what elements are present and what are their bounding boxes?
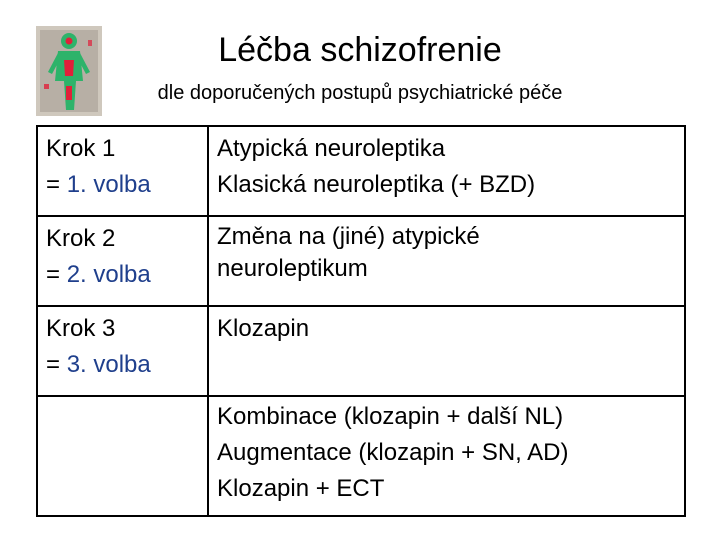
treatment-line: Změna na (jiné) atypické bbox=[217, 223, 480, 250]
choice-value: 3. volba bbox=[66, 351, 151, 378]
choice-label bbox=[46, 167, 201, 203]
treatment-steps-table bbox=[36, 125, 686, 517]
treatment-line: Augmentace (klozapin + SN, AD) bbox=[217, 439, 569, 466]
choice-prefix: = bbox=[46, 351, 67, 378]
step-cell bbox=[37, 306, 208, 396]
treatment-line: Klasická neuroleptika (+ BZD) bbox=[217, 171, 536, 198]
treatment-line: Atypická neuroleptika bbox=[217, 135, 446, 162]
choice-label bbox=[46, 347, 201, 383]
treatment-cell bbox=[208, 306, 685, 396]
choice-prefix: = bbox=[46, 261, 67, 288]
treatment-cell bbox=[208, 126, 685, 216]
step-label: Krok 2 bbox=[46, 225, 116, 252]
choice-value: 2. volba bbox=[66, 261, 151, 288]
treatment-cell bbox=[208, 216, 685, 306]
table-row bbox=[37, 126, 685, 216]
page-subtitle: dle doporučených postupů psychiatrické péče bbox=[157, 82, 563, 104]
table-row bbox=[37, 306, 685, 396]
treatment-line: neuroleptikum bbox=[217, 255, 368, 282]
treatment-line: Klozapin + ECT bbox=[217, 475, 385, 502]
table-row bbox=[37, 396, 685, 516]
treatment-line: Kombinace (klozapin + další NL) bbox=[217, 403, 564, 430]
step-cell bbox=[37, 126, 208, 216]
table-row bbox=[37, 216, 685, 306]
page-title: Léčba schizofrenie bbox=[218, 31, 502, 69]
choice-label bbox=[46, 257, 201, 293]
step-cell bbox=[37, 216, 208, 306]
step-label: Krok 1 bbox=[46, 135, 116, 162]
choice-prefix: = bbox=[46, 171, 67, 198]
choice-value: 1. volba bbox=[66, 171, 151, 198]
treatment-cell bbox=[208, 396, 685, 516]
treatment-line: Klozapin bbox=[217, 315, 310, 342]
step-label: Krok 3 bbox=[46, 315, 116, 342]
empty-step-cell bbox=[37, 396, 208, 516]
